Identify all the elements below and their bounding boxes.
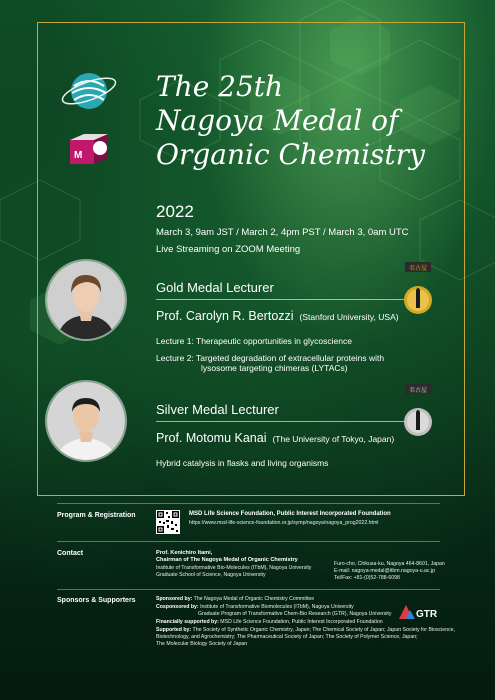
section-divider	[57, 589, 440, 590]
svg-text:GTR: GTR	[416, 609, 438, 620]
contact-inst-2: Graduate School of Science, Nagoya University	[156, 572, 266, 578]
gold-lecturer-photo	[45, 259, 127, 341]
silver-divider	[156, 421, 426, 422]
silver-name-text: Prof. Motomu Kanai	[156, 431, 267, 445]
svg-text:M: M	[74, 150, 83, 161]
sponsor-line: Financially supported by: MSD Life Science Foundation, Public Interest Incorporated Foundation	[156, 619, 383, 625]
gold-lecture-2-line-1: Lecture 2: Targeted degradation of extracellular proteins with	[156, 353, 385, 363]
gold-divider	[156, 299, 426, 300]
contact-inst-1: Institute of Transformative Bio-Molecules (ITbM), Nagoya University	[156, 565, 312, 571]
contact-address: Furo-cho, Chikusa-ku, Nagoya 464-8601, Japan	[334, 561, 445, 567]
silver-lecturer-photo	[45, 380, 127, 462]
gold-lecture-2-line-2: lysosome targeting chimeras (LYTACs)	[201, 363, 348, 373]
sponsor-line: Cosponsored by: Institute of Transformative Biomolecules (ITbM), Nagoya University	[156, 604, 354, 610]
event-dates: March 3, 9am JST / March 2, 4pm PST / March 3, 0am UTC	[156, 227, 409, 238]
silver-medal-icon	[403, 384, 433, 446]
streaming-info: Live Streaming on ZOOM Meeting	[156, 244, 301, 255]
sponsor-line: Biotechnology, and Agrochemistry; The Pharmaceutical Society of Japan; The Society of Polymer Science, Japan;	[156, 634, 418, 640]
gold-lecture-1: Lecture 1: Therapeutic opportunities in glycoscience	[156, 336, 352, 346]
sponsors-label: Sponsors & Supporters	[57, 597, 136, 604]
gtr-logo	[397, 601, 441, 625]
event-title	[156, 70, 425, 172]
sponsor-line: The Molecular Biology Society of Japan	[156, 641, 248, 647]
gold-name-text: Prof. Carolyn R. Bertozzi	[156, 309, 294, 323]
gold-affiliation: (Stanford University, USA)	[299, 312, 399, 322]
event-year: 2022	[156, 202, 194, 221]
title-line-2: Nagoya Medal of	[156, 104, 399, 137]
contact-email[interactable]: E-mail: nagoya-medal@itbm.nagoya-u.ac.jp	[334, 568, 435, 574]
silver-medal-label: 名古屋	[408, 387, 428, 394]
section-divider	[57, 541, 440, 542]
registration-org: MSD Life Science Foundation, Public Interest Incorporated Foundation	[189, 511, 391, 517]
contact-role: Chairman of The Nagoya Medal of Organic Chemistry	[156, 557, 298, 563]
sponsor-line: Sponsored by: The Nagoya Medal of Organic Chemistry Committee	[156, 596, 315, 602]
registration-label: Program & Registration	[57, 512, 136, 519]
gold-medal-icon	[403, 262, 433, 324]
medal-committee-logo	[66, 130, 112, 176]
silver-lecture: Hybrid catalysis in flasks and living organisms	[156, 458, 329, 468]
gold-lecturer-name	[156, 309, 399, 323]
gold-medal-heading: Gold Medal Lecturer	[156, 280, 274, 295]
contact-label: Contact	[57, 550, 84, 557]
section-divider	[57, 503, 440, 504]
contact-name: Prof. Kenichiro Itami,	[156, 550, 213, 556]
sponsor-line: Graduate Program of Transformative Chem-Bio Research (GTR), Nagoya University	[198, 611, 392, 617]
qr-code[interactable]	[156, 510, 180, 534]
nagoya-globe-logo	[60, 66, 118, 116]
silver-lecturer-name	[156, 431, 394, 445]
silver-affiliation: (The University of Tokyo, Japan)	[272, 434, 395, 444]
gold-medal-label: 名古屋	[408, 265, 428, 272]
silver-medal-heading: Silver Medal Lecturer	[156, 402, 279, 417]
sponsor-line: Supported by: The Society of Synthetic Organic Chemistry, Japan; The Chemical Society of Japan; Japan Society for Bioscience,	[156, 627, 455, 633]
title-line-3: Organic Chemistry	[156, 138, 425, 171]
registration-url[interactable]: https://www.msd-life-science-foundation.or.jp/symp/nagoya/nagoya_prog2022.html	[189, 520, 379, 526]
contact-tel: Tel/Fax: +81-(0)52-788-6098	[334, 575, 400, 581]
title-line-1: The 25th	[156, 70, 284, 103]
gold-lecture-2	[156, 353, 426, 373]
